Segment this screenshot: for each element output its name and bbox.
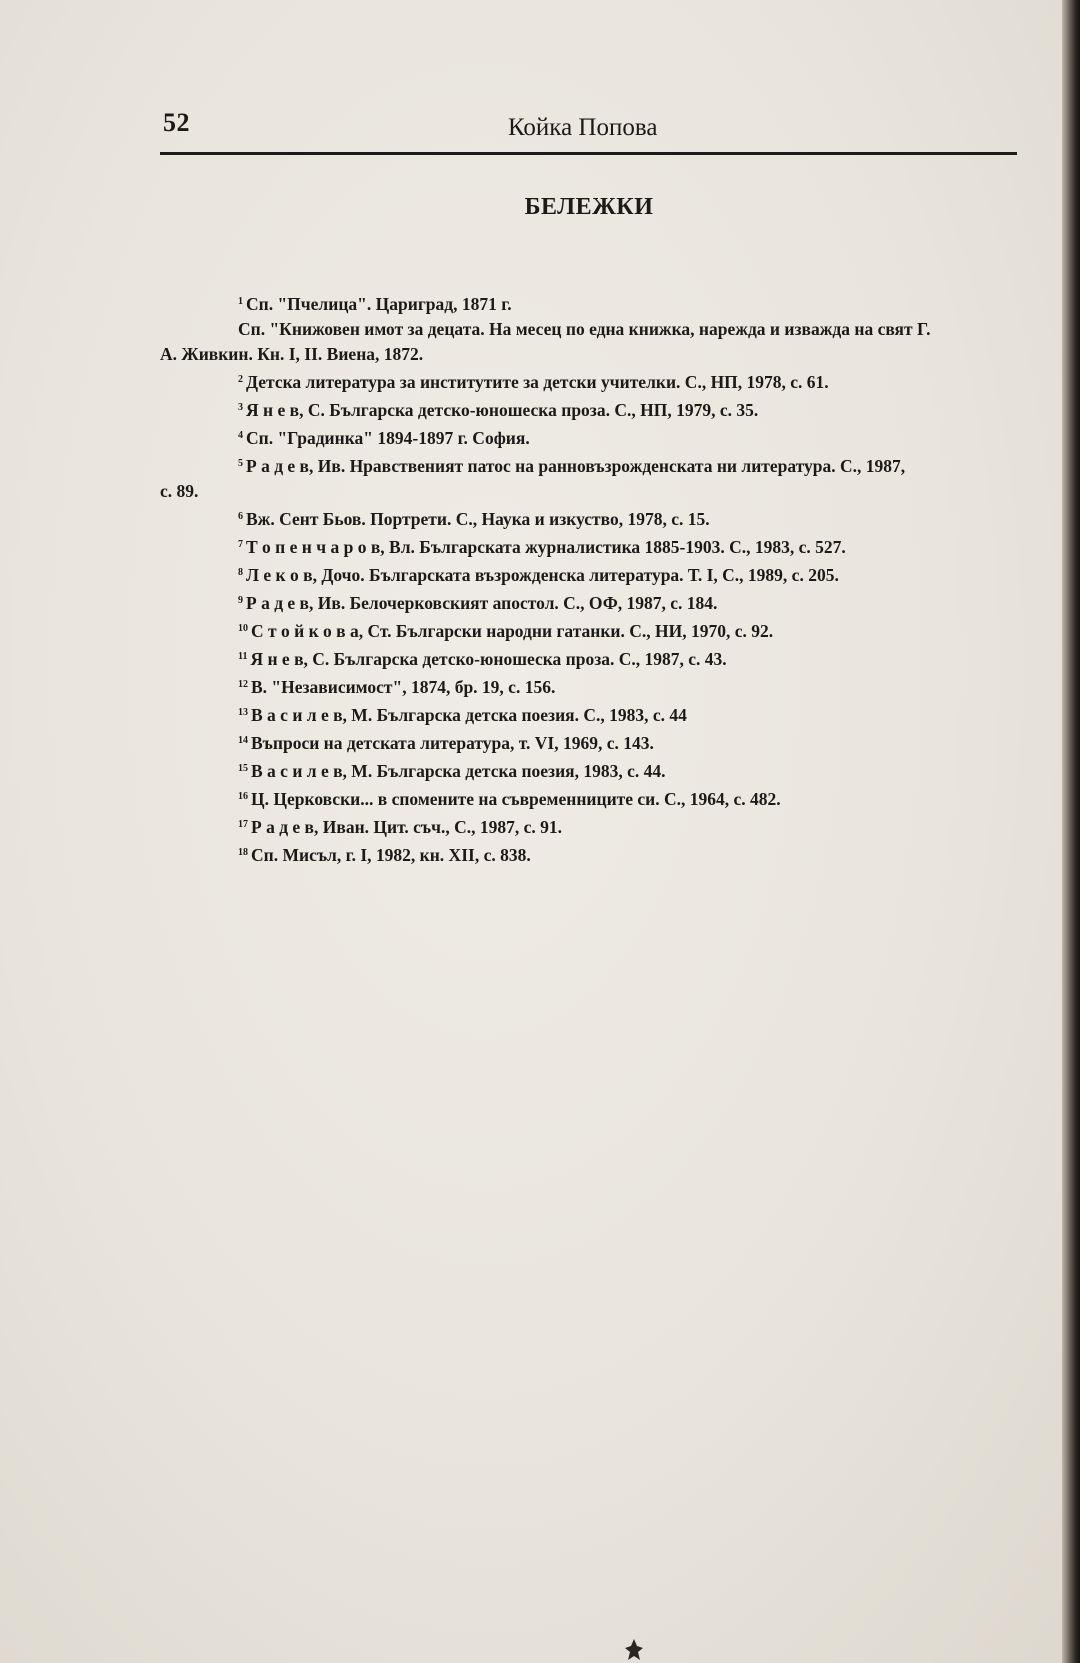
note-mark: 2 (238, 374, 243, 385)
endnote (160, 317, 1016, 367)
note-mark: 14 (238, 735, 248, 746)
note-text: Сп. "Пчелица". Цариград, 1871 г. (246, 294, 512, 314)
endnote (160, 644, 1016, 672)
note-text: Ц. Церковски... в спомените на съвременниците си. С., 1964, с. 482. (251, 789, 781, 809)
endnote (160, 784, 1016, 812)
header-rule (160, 152, 1017, 155)
endnote (160, 367, 1016, 395)
endnote (160, 812, 1016, 840)
endnote (160, 728, 1016, 756)
note-text: Вж. Сент Бьов. Портрети. С., Наука и изкуство, 1978, с. 15. (246, 509, 710, 529)
endnote (160, 532, 1016, 560)
note-text: С т о й к о в а, Ст. Български народни гатанки. С., НИ, 1970, с. 92. (251, 621, 774, 641)
endnotes-list (160, 289, 1016, 868)
note-mark: 6 (238, 511, 243, 522)
note-text: Сп. "Книжовен имот за децата. На месец по една книжка, нарежда и изважда на свят Г. (238, 319, 931, 339)
note-text: Сп. "Градинка" 1894-1897 г. София. (246, 428, 530, 448)
endnote (160, 560, 1016, 588)
note-text: Сп. Мисъл, г. I, 1982, кн. XII, с. 838. (251, 845, 531, 865)
note-text-continuation: с. 89. (160, 481, 199, 501)
note-mark: 7 (238, 539, 243, 550)
note-text: Детска литература за институтите за детски учителки. С., НП, 1978, с. 61. (246, 372, 829, 392)
note-mark: 12 (238, 679, 248, 690)
running-head-author: Койка Попова (508, 114, 658, 141)
endnote (160, 840, 1016, 868)
endnote (160, 672, 1016, 700)
note-mark: 4 (238, 430, 243, 441)
page-number: 52 (163, 108, 190, 137)
note-mark: 9 (238, 595, 243, 606)
section-title: БЕЛЕЖКИ (524, 194, 654, 220)
endnote (160, 756, 1016, 784)
note-mark: 8 (238, 567, 243, 578)
endnote (160, 616, 1016, 644)
note-text: В а с и л е в, М. Българска детска поезия. С., 1983, с. 44 (251, 705, 687, 725)
note-mark: 1 (238, 296, 243, 307)
note-text: В. "Независимост", 1874, бр. 19, с. 156. (251, 677, 556, 697)
note-mark: 13 (238, 707, 248, 718)
note-text: Р а д е в, Иван. Цит. съч., С., 1987, с. 91. (251, 817, 563, 837)
note-text: Л е к о в, Дочо. Българската възрожденска литература. Т. I, С., 1989, с. 205. (246, 565, 839, 585)
endnote (160, 700, 1016, 728)
endnote (160, 423, 1016, 451)
note-mark: 5 (238, 458, 243, 469)
note-text: Р а д е в, Ив. Нравственият патос на ранновъзрожденската ни литература. С., 1987, (246, 456, 906, 476)
endnote (160, 289, 1016, 317)
ornament-icon (623, 1638, 645, 1663)
endnote (160, 395, 1016, 423)
note-text-continuation: А. Живкин. Кн. I, II. Виена, 1872. (160, 344, 424, 364)
note-text: Т о п е н ч а р о в, Вл. Българската журналистика 1885-1903. С., 1983, с. 527. (246, 537, 846, 557)
note-mark: 17 (238, 819, 248, 830)
note-mark: 15 (238, 763, 248, 774)
endnote (160, 504, 1016, 532)
book-spine-shadow (1062, 0, 1080, 1663)
note-text: Я н е в, С. Българска детско-юношеска проза. С., НП, 1979, с. 35. (246, 400, 759, 420)
note-mark: 18 (238, 847, 248, 858)
note-text: Р а д е в, Ив. Белочерковският апостол. С., ОФ, 1987, с. 184. (246, 593, 718, 613)
note-text: В а с и л е в, М. Българска детска поезия, 1983, с. 44. (251, 761, 666, 781)
note-text: Я н е в, С. Българска детско-юношеска проза. С., 1987, с. 43. (250, 649, 727, 669)
endnote (160, 588, 1016, 616)
note-mark: 16 (238, 791, 248, 802)
note-text: Въпроси на детската литература, т. VI, 1969, с. 143. (251, 733, 654, 753)
note-mark: 10 (238, 623, 248, 634)
note-mark: 11 (238, 651, 248, 662)
endnote (160, 451, 1016, 504)
note-mark: 3 (238, 402, 243, 413)
